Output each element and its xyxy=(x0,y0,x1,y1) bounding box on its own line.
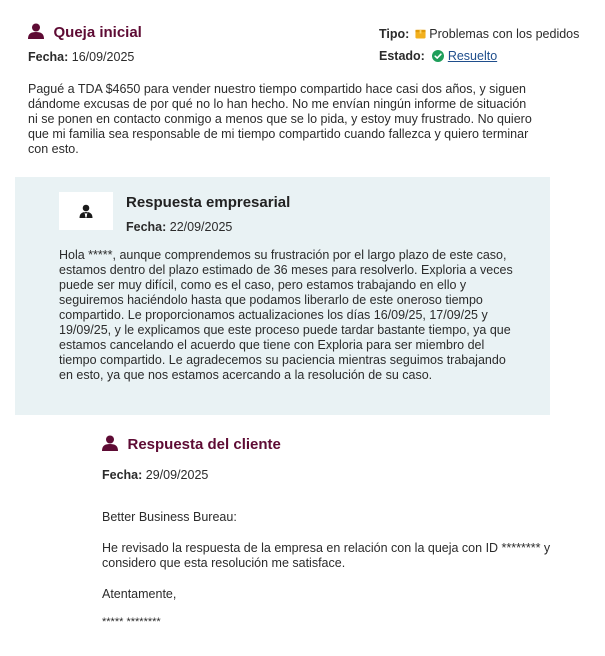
complaint-status xyxy=(379,49,497,63)
customer-salutation: Better Business Bureau: xyxy=(102,510,237,524)
status-link[interactable]: Resuelto xyxy=(447,49,498,63)
complaint-type xyxy=(379,27,579,41)
complaint-date xyxy=(28,50,134,64)
complaint-header xyxy=(28,23,142,41)
package-icon xyxy=(415,28,426,39)
complaint-title: Queja inicial xyxy=(53,24,142,41)
complaint-body: Pagué a TDA $4650 para vender nuestro tiempo compartido hace casi dos años, y siguen dándome excusas de por qué no lo han hecho. No me envían ningún informe de situación ni se ponen en contacto conmigo a menos que se lo pida, y estoy muy frustrado. No quiero que mi familia sea responsable de mi tiempo compartido cuando fallezca y quiero terminar con esto. xyxy=(28,82,532,156)
customer-signature: ***** ******** xyxy=(102,616,161,628)
date-label: Fecha: xyxy=(126,220,167,234)
person-icon xyxy=(28,23,44,39)
customer-response-date xyxy=(102,468,208,482)
date-label: Fecha: xyxy=(28,50,69,64)
business-response-title: Respuesta empresarial xyxy=(126,194,291,211)
business-logo xyxy=(59,192,113,230)
business-response-date xyxy=(126,220,232,234)
date-value: 29/09/2025 xyxy=(145,468,209,482)
date-value: 16/09/2025 xyxy=(71,50,135,64)
type-label: Tipo: xyxy=(379,27,410,41)
customer-response-header xyxy=(102,435,281,453)
date-value: 22/09/2025 xyxy=(169,220,233,234)
person-icon xyxy=(102,435,118,451)
type-value: Problemas con los pedidos xyxy=(429,27,580,41)
customer-closing: Atentamente, xyxy=(102,587,177,601)
business-person-icon xyxy=(79,204,93,218)
status-label: Estado: xyxy=(379,49,425,63)
date-label: Fecha: xyxy=(102,468,143,482)
customer-response-body: He revisado la respuesta de la empresa en relación con la queja con ID ******** y considero que esta resolución me satisface. xyxy=(102,541,551,570)
customer-response-title: Respuesta del cliente xyxy=(127,436,281,453)
check-circle-icon xyxy=(432,50,444,62)
business-response-body: Hola *****, aunque comprendemos su frustración por el largo plazo de este caso, estamos dentro del plazo estimado de 36 meses para resolverlo. Exploria a veces puede ser muy difícil, como es el caso, pero estamos trabajando en ello y seguiremos haciéndolo hasta que podamos liberarlo de este oneroso tiempo compartido. Le proporcionamos actualizaciones los días 16/09/25, 17/09/25 y 19/09/25, y le explicamos que este proceso puede tardar bastante tiempo, ya que estamos cancelando el acuerdo que tiene con Exploria para ser miembro del tiempo compartido. Le agradecemos su paciencia mientras seguimos trabajando en esto, ya que nos estamos acercando a la resolución de su caso. xyxy=(59,248,513,382)
